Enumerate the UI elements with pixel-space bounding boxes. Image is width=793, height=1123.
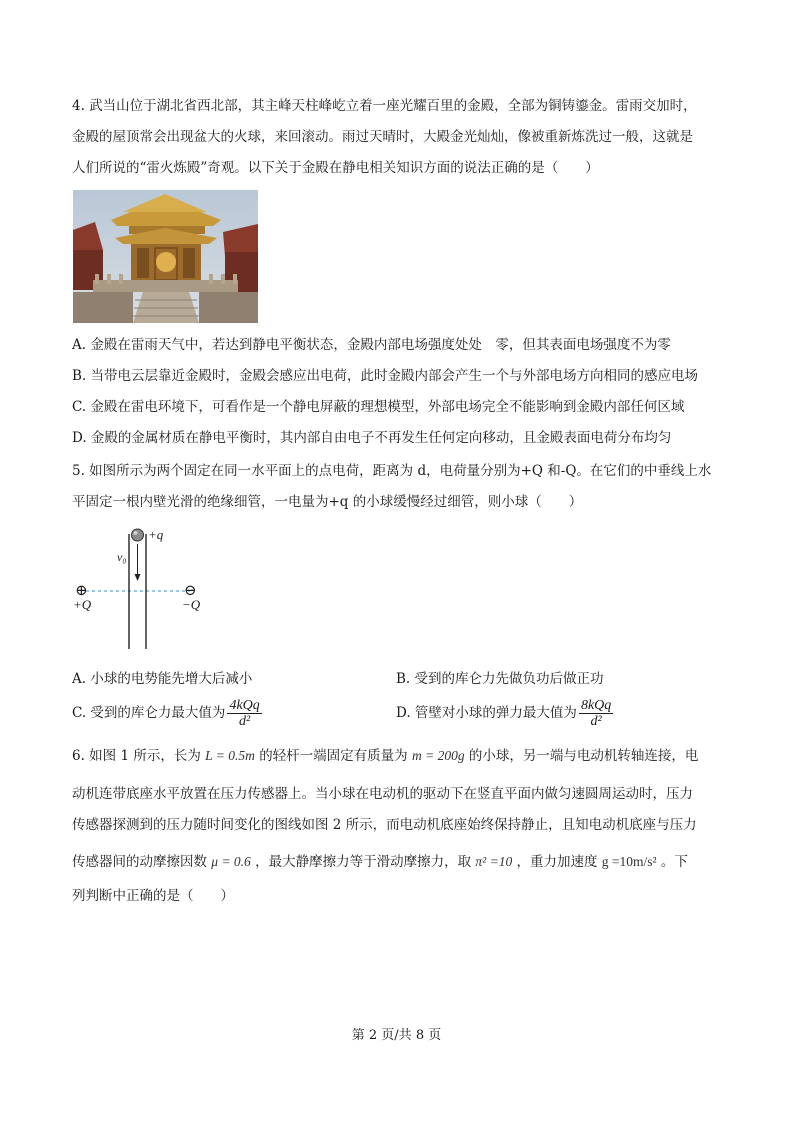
q5-option-c-text: C. 受到的库仑力最大值为 [72,705,226,721]
q6-friction-coefficient: μ = 0.6 [211,854,251,869]
positive-charge-label: +Q [73,597,92,612]
q6-line4-part-d: 。下 [660,854,688,870]
q5-option-c-numerator: 4kQq [229,698,260,713]
q4-option-c: C. 金殿在雷电环境下，可看作是一个静电屏蔽的理想模型，外部电场完全不能影响到金殿内部任何区域 [72,399,685,415]
q5-option-c-denominator: d² [239,714,251,729]
q4-option-a: A. 金殿在雷雨天气中，若达到静电平衡状态，金殿内部电场强度处处 零，但其表面电场强度不为零 [72,337,671,353]
q4-stem-line-3: 人们所说的“雷火炼殿”奇观。以下关于金殿在静电相关知识方面的说法正确的是（ ） [72,160,599,176]
q5-option-a: A. 小球的电势能先增大后减小 [72,671,253,687]
q5-option-d-numerator: 8kQq [580,698,612,713]
q4-option-d: D. 金殿的金属材质在静电平衡时，其内部自由电子不再发生任何定向移动，且金殿表面电荷分布均匀 [72,430,672,446]
q6-line4-part-c: ，重力加速度 [516,854,598,870]
q5-option-d-text: D. 管壁对小球的弹力最大值为 [396,705,577,721]
q5-option-c [72,697,262,729]
q6-gravity-value: g =10m/s² [601,854,657,869]
q5-figure [72,524,212,654]
negative-charge-label: −Q [182,597,201,612]
velocity-label: v₀ [117,550,127,564]
q4-stem-line-1: 4. 武当山位于湖北省西北部，其主峰天柱峰屹立着一座光耀百里的金殿，全部为铜铸鎏金。雷雨交加时， [72,98,697,114]
q5-option-d-fraction [579,698,613,729]
q5-option-d [396,697,613,729]
q4-stem-line-2: 金殿的屋顶常会出现盆大的火球，来回滚动。雨过天晴时，大殿金光灿灿，像被重新炼洗过一般，这就是 [72,129,693,145]
negative-charge-icon: ⊖ [184,581,197,599]
q6-stem-line-2: 动机连带底座水平放置在压力传感器上。当小球在电动机的驱动下在竖直平面内做匀速圆周运动时，压力 [72,786,693,802]
q6-stem-line-5: 列判断中正确的是（ ） [72,888,234,904]
q6-stem-line-1 [72,746,698,766]
q6-line1-part-b: 的轻杆一端固定有质量为 [259,748,408,764]
q5-option-c-fraction [227,698,261,729]
q6-line4-part-a: 传感器间的动摩擦因数 [72,854,207,870]
ball-charge-label: +q [148,527,164,542]
q5-option-d-denominator: d² [590,714,602,729]
positive-charge-icon: ⊕ [75,581,88,599]
q5-option-b: B. 受到的库仑力先做负功后做正功 [396,671,604,687]
q6-line1-part-c: 的小球，另一端与电动机转轴连接，电 [468,748,699,764]
q6-length-value: L = 0.5m [205,748,255,763]
q6-line4-part-b: ，最大静摩擦力等于滑动摩擦力，取 [255,854,472,870]
q6-pi-squared: π² =10 [475,854,513,869]
q4-option-b: B. 当带电云层靠近金殿时，金殿会感应出电荷，此时金殿内部会产生一个与外部电场方向相同的感应电场 [72,368,699,384]
q6-mass-value: m = 200g [411,748,465,763]
golden-hall-photo [73,190,258,323]
page-number: 第 2 页/共 8 页 [351,1028,442,1043]
q6-stem-line-4 [72,852,688,872]
q5-stem-line-1: 5. 如图所示为两个固定在同一水平面上的点电荷，距离为 d，电荷量分别为+Q 和-Q。在它们的中垂线上水 [72,463,712,479]
q6-stem-line-3: 传感器探测到的压力随时间变化的图线如图 2 所示，而电动机底座始终保持静止，且知电动机底座与压力 [72,817,697,833]
q6-line1-part-a: 6. 如图 1 所示，长为 [72,748,201,764]
q5-stem-line-2: 平固定一根内壁光滑的绝缘细管，一电量为+q 的小球缓慢经过细管，则小球（ ） [72,494,583,510]
